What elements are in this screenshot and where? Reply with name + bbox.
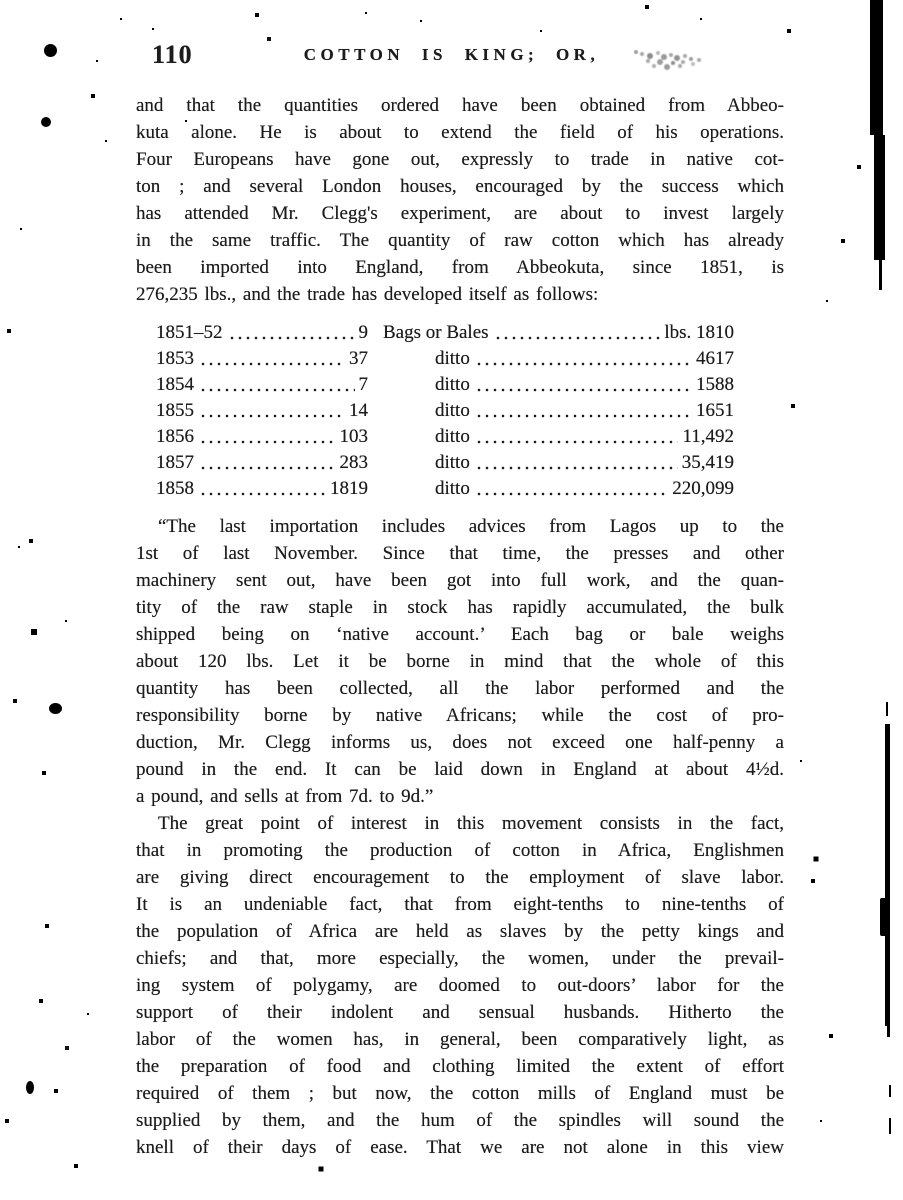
bags-cell: 7 — [358, 374, 368, 395]
ink-blot — [49, 703, 62, 714]
year-cell: 1855 — [156, 400, 194, 421]
text-line: ton ; and several London houses, encouraged by the success which — [136, 176, 784, 197]
text-line: 1st of last November. Since that time, the presses and other — [136, 543, 784, 564]
table-row — [156, 424, 734, 450]
dot-leader — [474, 424, 679, 450]
text-line: knell of their days of ease. That we are not alone in this view — [136, 1137, 784, 1158]
pounds-column — [368, 346, 734, 372]
scan-artifact-bar — [887, 1025, 890, 1037]
dot-leader — [198, 424, 336, 450]
import-table — [156, 320, 734, 502]
text-line: ing system of polygamy, are doomed to out-doors’ labor for the — [136, 975, 784, 996]
year-column — [156, 320, 368, 346]
pounds-column — [368, 398, 734, 424]
year-column — [156, 346, 368, 372]
pounds-column — [368, 320, 734, 346]
bags-cell: 103 — [339, 426, 368, 447]
text-line: in the same traffic. The quantity of raw cotton which has already — [136, 230, 784, 251]
bags-cell: 37 — [349, 348, 368, 369]
table-row — [156, 450, 734, 476]
bags-cell: 1819 — [330, 478, 368, 499]
pounds-cell: 1651 — [696, 400, 734, 421]
year-column — [156, 424, 368, 450]
bags-cell: 14 — [349, 400, 368, 421]
text-line: a pound, and sells at from 7d. to 9d.” — [136, 786, 434, 807]
year-column — [156, 450, 368, 476]
unit-cell: ditto — [435, 478, 470, 499]
dot-leader — [198, 398, 345, 424]
year-column — [156, 476, 368, 502]
ink-blot — [44, 44, 57, 57]
text-line: required of them ; but now, the cotton mills of England must be — [136, 1083, 784, 1104]
year-cell: 1858 — [156, 478, 194, 499]
ink-smudge — [634, 50, 638, 54]
running-header — [0, 40, 903, 74]
text-line: shipped being on ‘native account.’ Each bag or bale weighs — [136, 624, 784, 645]
text-line: Four Europeans have gone out, expressly to trade in native cot- — [136, 149, 784, 170]
text-line: supplied by them, and the hum of the spindles will sound the — [136, 1110, 784, 1131]
unit-cell: ditto — [435, 374, 470, 395]
text-line: about 120 lbs. Let it be borne in mind that the whole of this — [136, 651, 784, 672]
text-line: labor of the women has, in general, been comparatively light, as — [136, 1029, 784, 1050]
bags-cell: 9 — [358, 322, 368, 343]
text-line: and that the quantities ordered have been obtained from Abbeo- — [136, 95, 784, 116]
table-row — [156, 372, 734, 398]
ink-blot — [41, 117, 51, 127]
text-line: the population of Africa are held as slaves by the petty kings and — [136, 921, 784, 942]
text-line: machinery sent out, have been got into full work, and the quan- — [136, 570, 784, 591]
dot-leader — [198, 450, 336, 476]
unit-cell: ditto — [435, 426, 470, 447]
table-row — [156, 320, 734, 346]
year-cell: 1854 — [156, 374, 194, 395]
pounds-column — [368, 476, 734, 502]
scan-artifact-bar — [874, 135, 885, 260]
unit-cell: ditto — [435, 400, 470, 421]
pounds-cell: lbs. 1810 — [664, 322, 734, 343]
pounds-cell: 35,419 — [681, 452, 734, 473]
unit-cell: ditto — [435, 348, 470, 369]
text-line: pound in the end. It can be laid down in England at about 4½d. — [136, 759, 784, 780]
text-line: responsibility borne by native Africans; while the cost of pro- — [136, 705, 784, 726]
pounds-column — [368, 450, 734, 476]
year-column — [156, 398, 368, 424]
dot-leader — [493, 320, 661, 346]
pounds-cell: 1588 — [696, 374, 734, 395]
text-line: “The last importation includes advices from Lagos up to the — [158, 516, 784, 537]
year-cell: 1853 — [156, 348, 194, 369]
scan-artifact-bar — [879, 255, 882, 290]
scan-noise-specks — [0, 0, 2, 2]
pounds-column — [368, 424, 734, 450]
scan-artifact-bar — [880, 898, 890, 936]
text-line: been imported into England, from Abbeokuta, since 1851, is — [136, 257, 784, 278]
dot-leader — [227, 320, 355, 346]
pounds-cell: 220,099 — [672, 478, 734, 499]
scan-artifact-bar — [889, 1118, 891, 1134]
page-number: 110 — [152, 40, 193, 69]
text-line: duction, Mr. Clegg informs us, does not exceed one half-penny a — [136, 732, 784, 753]
text-line: quantity has been collected, all the labor performed and the — [136, 678, 784, 699]
dot-leader — [474, 476, 668, 502]
running-title: COTTON IS KING; OR, — [303, 45, 600, 64]
text-line: It is an undeniable fact, that from eight-tenths to nine-tenths of — [136, 894, 784, 915]
scan-artifact-bar — [885, 724, 890, 1026]
unit-cell: ditto — [435, 452, 470, 473]
pounds-column — [368, 372, 734, 398]
scan-artifact-bar — [870, 0, 883, 135]
text-line: are giving direct encouragement to the employment of slave labor. — [136, 867, 784, 888]
table-row — [156, 476, 734, 502]
dot-leader — [474, 398, 692, 424]
table-row — [156, 398, 734, 424]
pounds-cell: 11,492 — [682, 426, 734, 447]
year-cell: 1851–52 — [156, 322, 223, 343]
dot-leader — [198, 372, 355, 398]
table-row — [156, 346, 734, 372]
text-line: has attended Mr. Clegg's experiment, are about to invest largely — [136, 203, 784, 224]
text-line: support of their indolent and sensual husbands. Hitherto the — [136, 1002, 784, 1023]
dot-leader — [474, 372, 692, 398]
year-cell: 1857 — [156, 452, 194, 473]
dot-leader — [474, 346, 692, 372]
bags-cell: 283 — [339, 452, 368, 473]
scan-artifact-bar — [886, 702, 888, 716]
dot-leader — [198, 476, 326, 502]
paragraph-imports-intro — [136, 92, 784, 308]
scan-artifact-bar — [889, 1085, 891, 1097]
text-line: The great point of interest in this movement consists in the fact, — [158, 813, 784, 834]
text-line: tity of the raw staple in stock has rapidly accumulated, the bulk — [136, 597, 784, 618]
year-cell: 1856 — [156, 426, 194, 447]
text-line: that in promoting the production of cotton in Africa, Englishmen — [136, 840, 784, 861]
pounds-cell: 4617 — [696, 348, 734, 369]
text-line: 276,235 lbs., and the trade has developed itself as follows: — [136, 284, 599, 305]
text-line: the preparation of food and clothing limited the extent of effort — [136, 1056, 784, 1077]
text-line: chiefs; and that, more especially, the women, under the prevail- — [136, 948, 784, 969]
dot-leader — [474, 450, 678, 476]
year-column — [156, 372, 368, 398]
dot-leader — [198, 346, 345, 372]
text-line: kuta alone. He is about to extend the field of his operations. — [136, 122, 784, 143]
unit-cell: Bags or Bales — [383, 322, 489, 343]
ink-blot — [26, 1081, 34, 1094]
paragraph-commentary — [136, 810, 784, 1161]
paragraph-quotation — [136, 513, 784, 810]
